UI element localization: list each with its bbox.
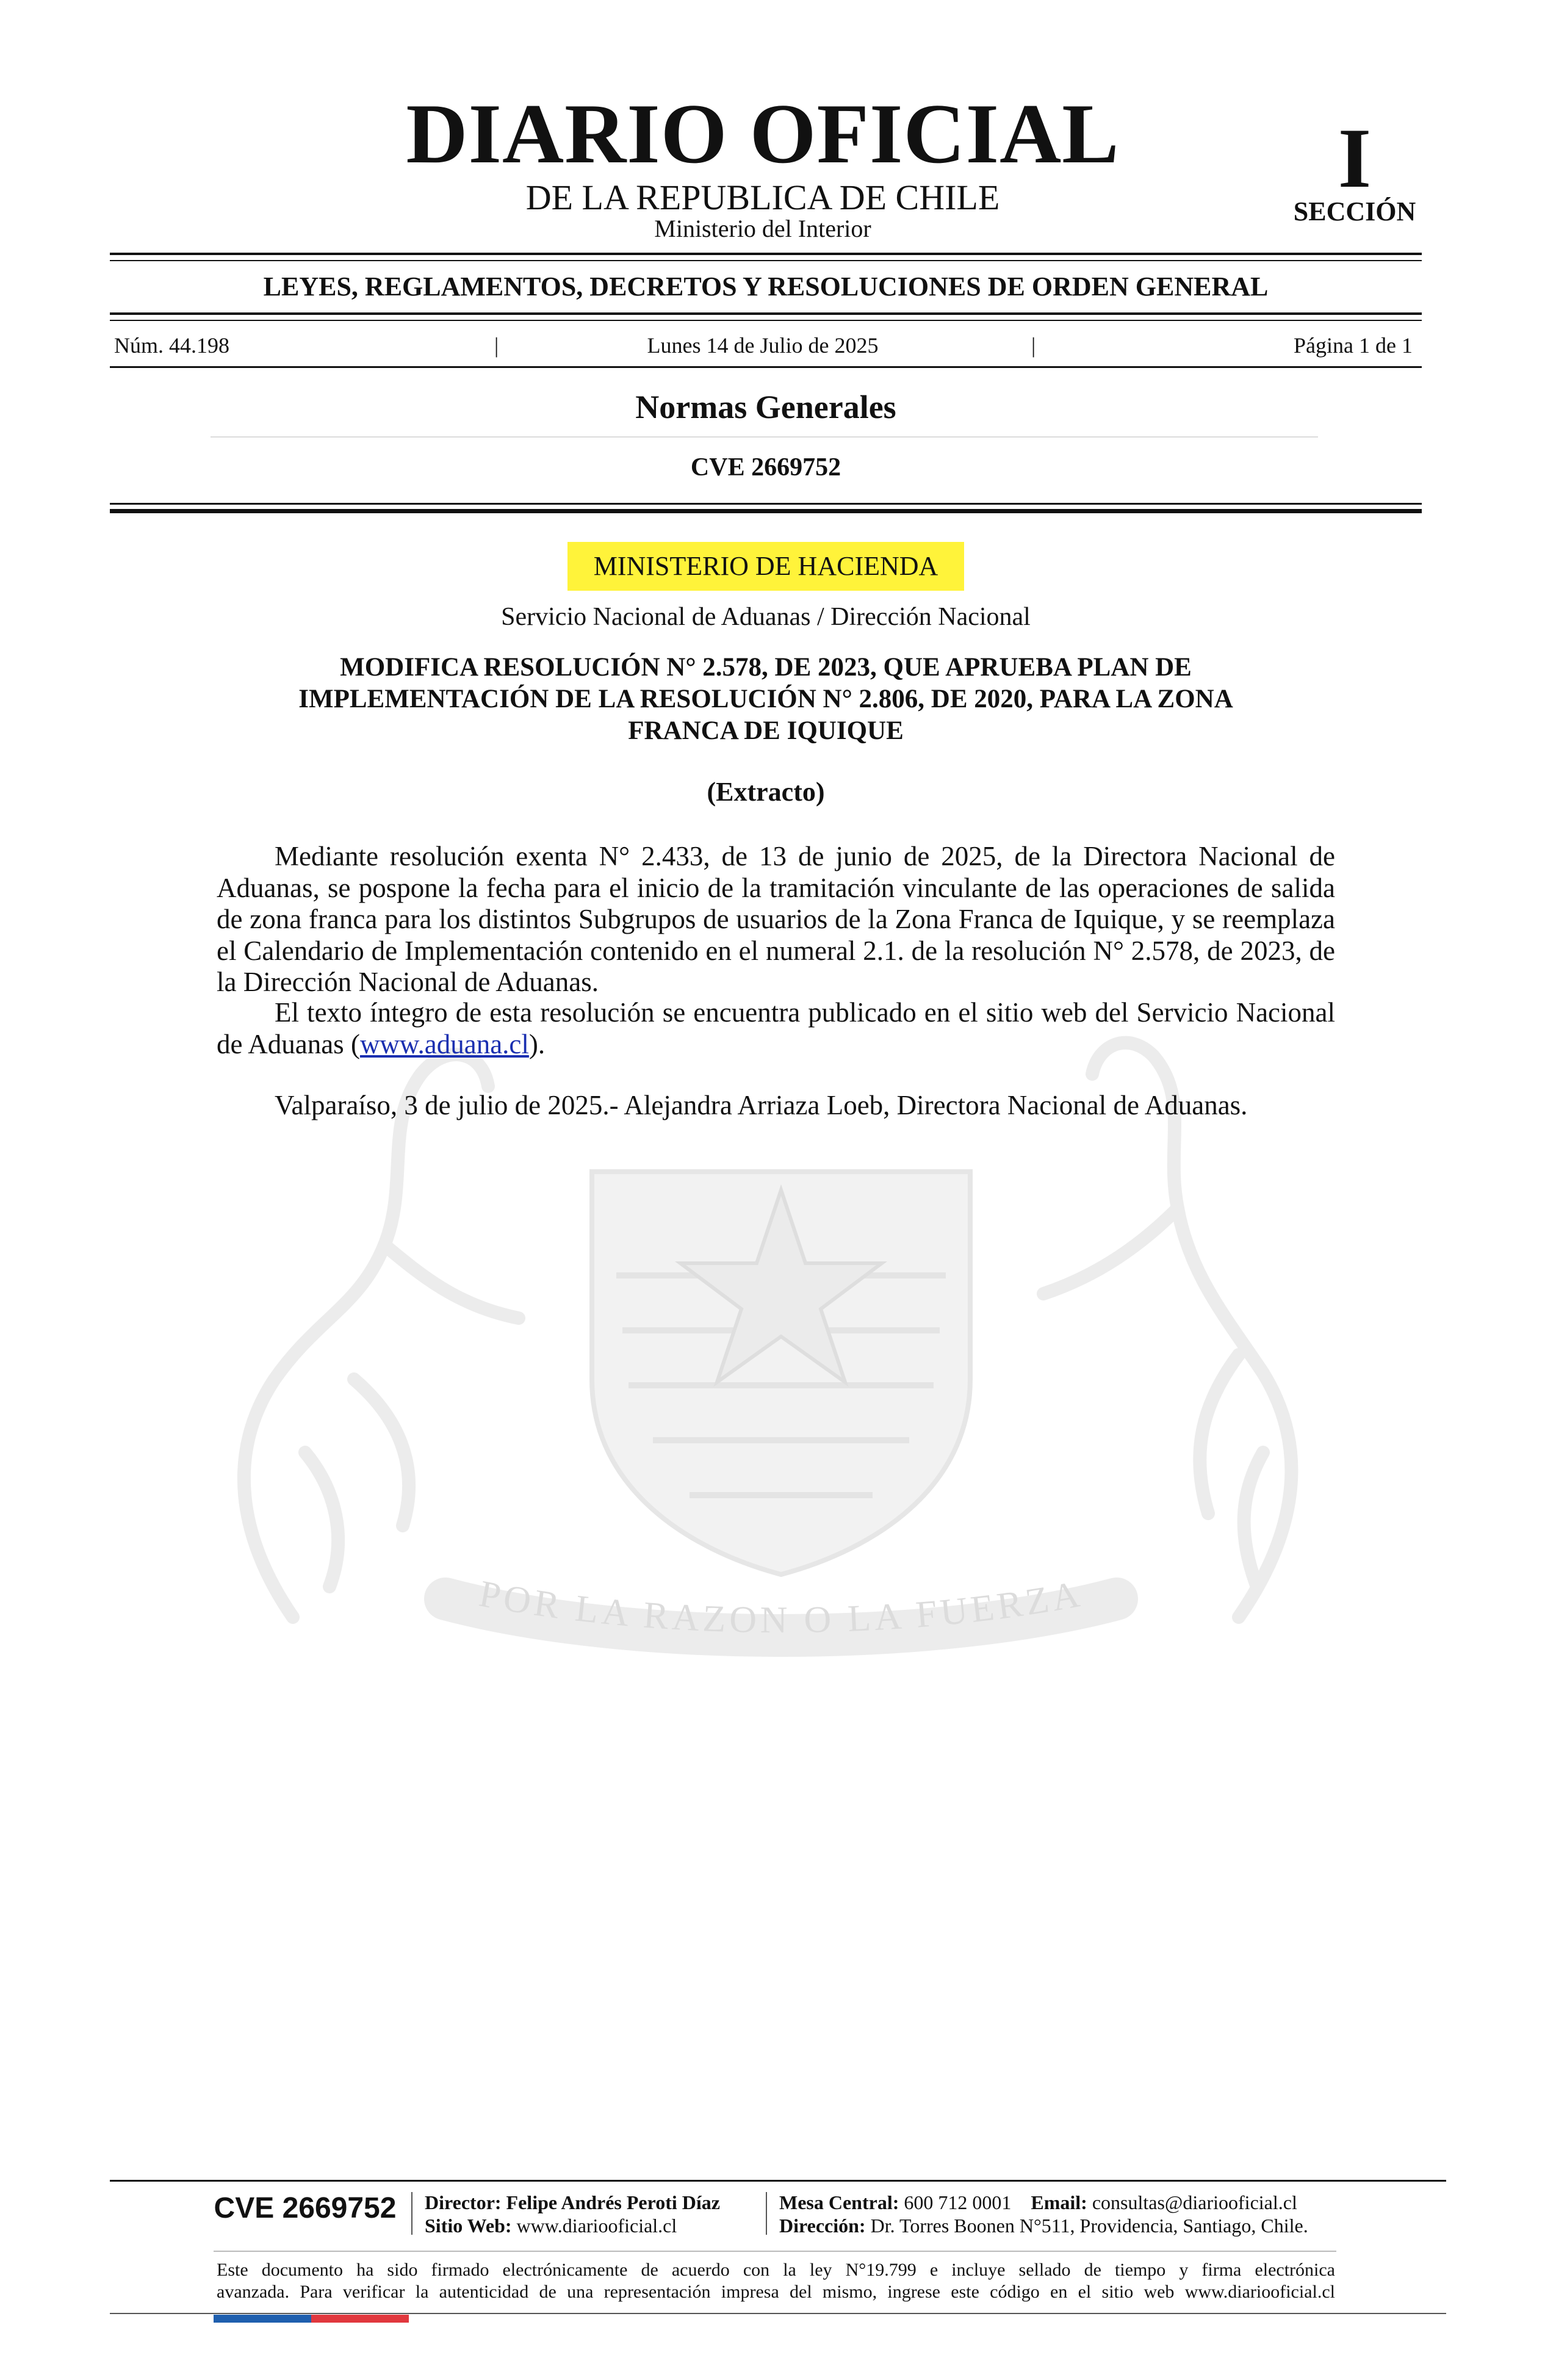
email-label: Email:	[1031, 2191, 1087, 2213]
section-label: SECCIÓN	[1293, 197, 1416, 226]
paragraph-text: ).	[528, 1028, 546, 1059]
ministry-highlight: MINISTERIO DE HACIENDA	[567, 542, 964, 591]
mesa-value: 600 712 0001	[904, 2191, 1012, 2213]
newspaper-ministry: Ministerio del Interior	[654, 215, 871, 242]
footer-rule	[110, 2180, 1446, 2182]
legal-line: Este documento ha sido firmado electrónicamente de acuerdo con la ley N°19.799 e incluye sellado de tiempo y firma electrónica	[217, 2260, 1335, 2280]
aduana-website-link[interactable]: www.aduana.cl	[359, 1028, 529, 1059]
website-label: Sitio Web:	[425, 2215, 512, 2237]
category-heading: LEYES, REGLAMENTOS, DECRETOS Y RESOLUCIONES DE ORDEN GENERAL	[263, 272, 1269, 301]
headline-line: FRANCA DE IQUIQUE	[628, 716, 904, 745]
header-rule	[110, 312, 1422, 315]
flag-stripe-blue	[214, 2315, 311, 2323]
header-rule	[110, 509, 1422, 513]
issue-date: Lunes 14 de Julio de 2025	[647, 333, 879, 358]
meta-separator: |	[494, 333, 499, 358]
header-rule	[110, 253, 1422, 255]
legal-line: avanzada. Para verificar la autenticidad de una representación impresa del mismo, ingrese este código en el sitio web www.diariooficial.cl	[217, 2282, 1335, 2302]
footer-legal-notice	[217, 2259, 1335, 2303]
paragraph-text: El texto íntegro de esta resolución se encuentra publicado en el sitio web del Servicio Nacional de Aduanas (	[217, 997, 1335, 1059]
footer-separator	[766, 2192, 767, 2235]
section-number: I	[1338, 111, 1372, 206]
body-paragraph	[217, 997, 1335, 1060]
body-paragraph: Mediante resolución exenta N° 2.433, de 13 de junio de 2025, de la Directora Nacional de Aduanas, se pospone la fecha para el inicio de la tramitación vinculante de las operaciones de salida de zona franca para los distintos Subgrupos de usuarios de la Zona Franca de Iquique, y se reemplaza el Calendario de Implementación contenido en el numeral 2.1. de la resolución N° 2.578, de 2023, de la Dirección Nacional de Aduanas.	[217, 841, 1335, 997]
footer-website: www.diariooficial.cl	[516, 2215, 677, 2237]
headline-line: IMPLEMENTACIÓN DE LA RESOLUCIÓN N° 2.806, DE 2020, PARA LA ZONA	[298, 685, 1233, 713]
header-rule	[110, 320, 1422, 321]
newspaper-title: DIARIO OFICIAL	[406, 87, 1120, 181]
signature-line: Valparaíso, 3 de julio de 2025.- Alejandra Arriaza Loeb, Directora Nacional de Aduanas.	[275, 1090, 1248, 1120]
document-headline	[217, 652, 1315, 747]
meta-separator: |	[1031, 333, 1036, 358]
cve-code: CVE 2669752	[690, 453, 841, 481]
footer-cve-code: CVE 2669752	[214, 2192, 397, 2224]
footer-separator	[411, 2192, 412, 2235]
header-rule	[110, 366, 1422, 368]
director-label: Director:	[425, 2191, 502, 2213]
divider	[211, 436, 1318, 438]
email-value: consultas@diariooficial.cl	[1092, 2191, 1297, 2213]
newspaper-subtitle: DE LA REPUBLICA DE CHILE	[525, 178, 1000, 217]
headline-line: MODIFICA RESOLUCIÓN N° 2.578, DE 2023, QUE APRUEBA PLAN DE	[340, 653, 1192, 682]
footer-rule	[110, 2313, 1446, 2314]
service-name: Servicio Nacional de Aduanas / Dirección Nacional	[501, 603, 1031, 631]
header-rule	[110, 260, 1422, 261]
footer-director-block	[425, 2191, 754, 2237]
address-label: Dirección:	[779, 2215, 866, 2237]
header-rule	[110, 503, 1422, 505]
watermark-motto: POR LA RAZON O LA FUERZA	[475, 1573, 1087, 1642]
address-value: Dr. Torres Boonen N°511, Providencia, Santiago, Chile.	[870, 2215, 1308, 2237]
footer-divider	[214, 2251, 1336, 2252]
footer-contact-block	[779, 2191, 1389, 2237]
section-title: Normas Generales	[635, 389, 896, 425]
page-indicator: Página 1 de 1	[1294, 333, 1413, 358]
extract-label: (Extracto)	[707, 777, 825, 807]
issue-number: Núm. 44.198	[114, 333, 229, 358]
mesa-label: Mesa Central:	[779, 2191, 899, 2213]
flag-stripe-red	[311, 2315, 409, 2323]
director-name: Felipe Andrés Peroti Díaz	[506, 2191, 720, 2213]
